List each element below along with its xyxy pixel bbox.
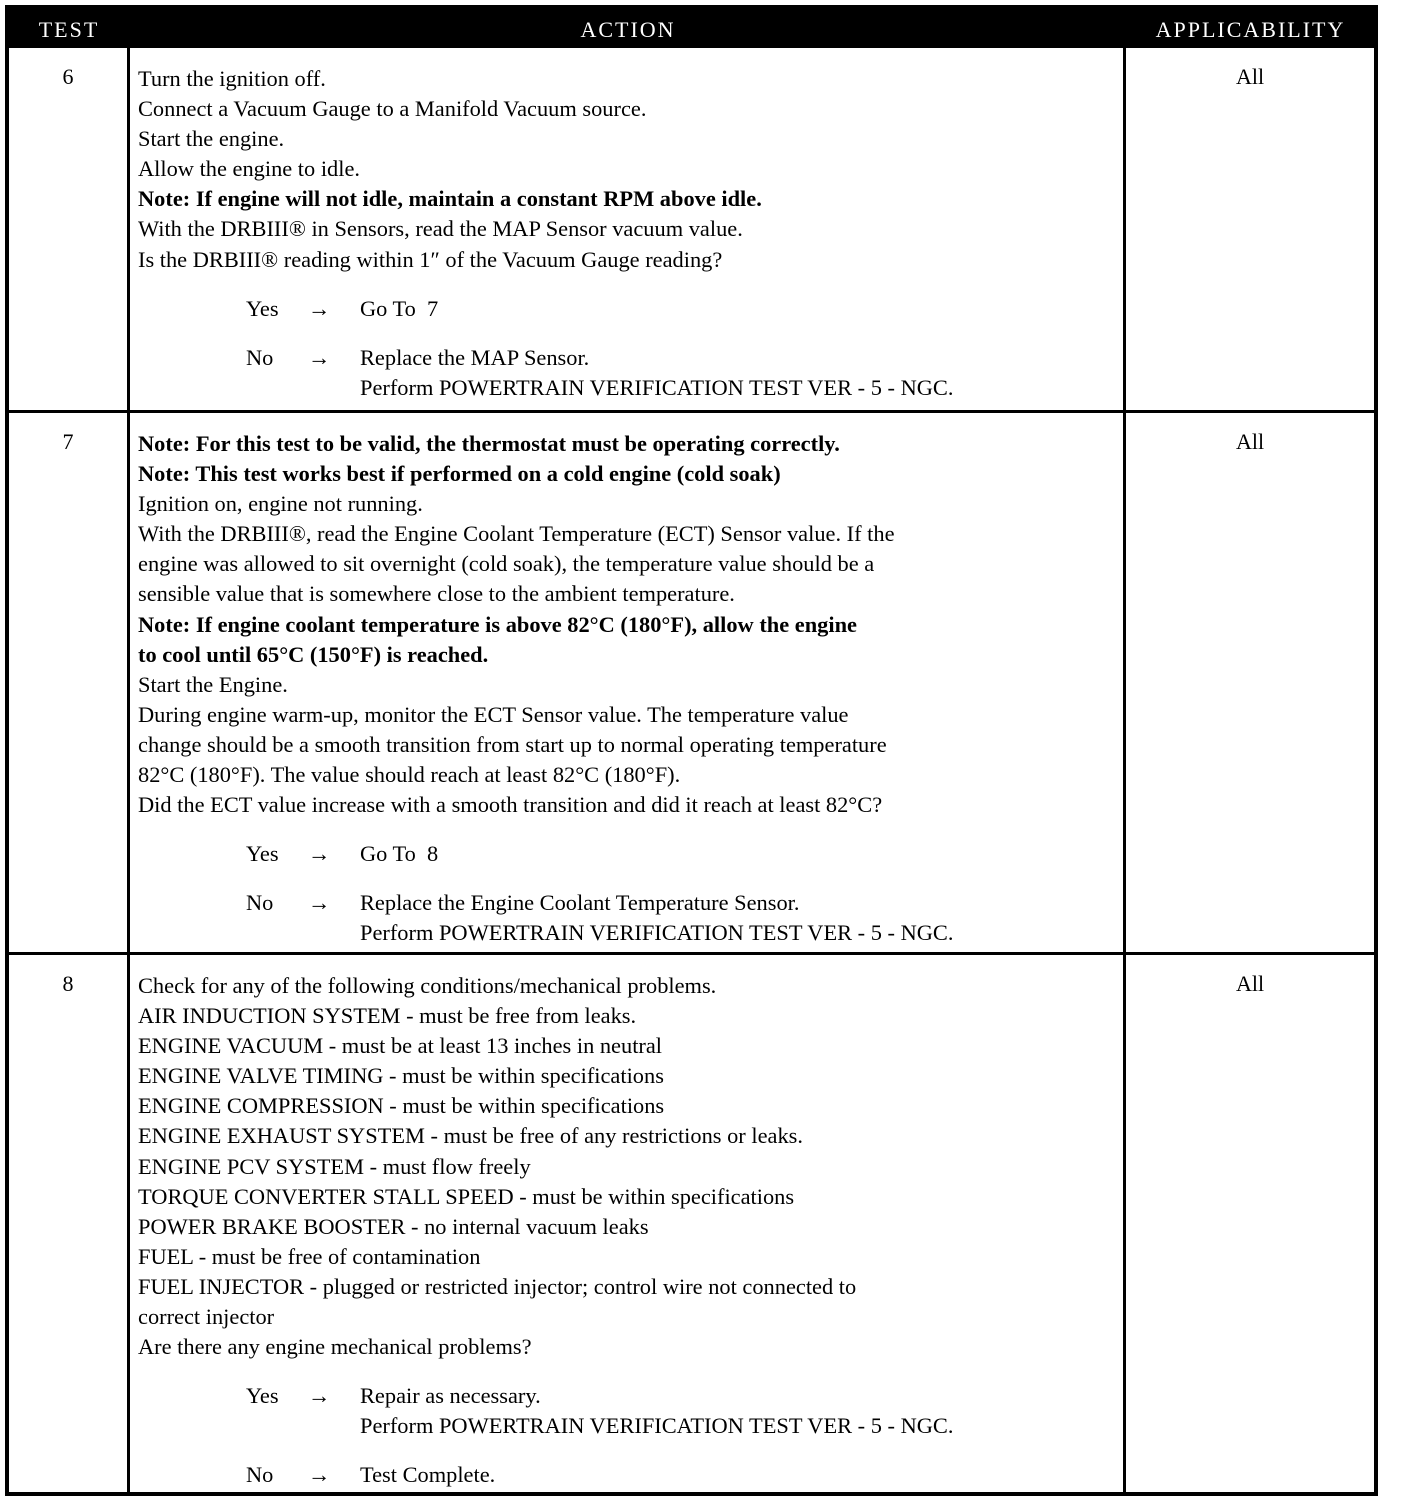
note-line: Note: If engine coolant temperature is above 82°C (180°F), allow the engine bbox=[138, 611, 857, 637]
test-row-7 bbox=[9, 410, 1374, 952]
yes-response bbox=[138, 839, 1123, 869]
check-item: correct injector bbox=[138, 1304, 275, 1330]
note-line: Note: This test works best if performed on a cold engine (cold soak) bbox=[138, 461, 781, 487]
applicability-cell: All bbox=[1123, 955, 1374, 1492]
test-number: 7 bbox=[9, 413, 130, 952]
yes-result: Perform POWERTRAIN VERIFICATION TEST VER - 5 - NGC. bbox=[360, 1413, 954, 1439]
no-label: No bbox=[246, 890, 274, 916]
yes-label: Yes bbox=[246, 841, 279, 867]
action-cell bbox=[130, 955, 1123, 1492]
arrow-icon: → bbox=[308, 841, 331, 867]
no-result: Perform POWERTRAIN VERIFICATION TEST VER - 5 - NGC. bbox=[360, 374, 954, 400]
check-item: FUEL INJECTOR - plugged or restricted injector; control wire not connected to bbox=[138, 1273, 857, 1299]
question-line: Is the DRBIII® reading within 1″ of the Vacuum Gauge reading? bbox=[138, 246, 723, 272]
action-line: change should be a smooth transition from start up to normal operating temperature bbox=[138, 731, 887, 757]
test-number: 8 bbox=[9, 955, 130, 1492]
no-response bbox=[138, 888, 1123, 918]
no-response bbox=[138, 343, 1123, 373]
note-line: Note: For this test to be valid, the thermostat must be operating correctly. bbox=[138, 431, 840, 456]
test-row-8 bbox=[9, 952, 1374, 1492]
no-label: No bbox=[246, 1462, 274, 1488]
diagnostic-table bbox=[5, 5, 1378, 1496]
no-response-cont bbox=[138, 918, 1123, 948]
no-response-cont bbox=[138, 373, 1123, 403]
question-line: Did the ECT value increase with a smooth transition and did it reach at least 82°C? bbox=[138, 792, 883, 818]
header-action: ACTION bbox=[580, 17, 676, 42]
no-response bbox=[138, 1460, 1123, 1490]
action-cell bbox=[130, 413, 1123, 952]
yes-label: Yes bbox=[246, 1383, 279, 1409]
yes-result: Go To 7 bbox=[360, 295, 439, 321]
yes-response-cont bbox=[138, 1411, 1123, 1441]
no-result: Replace the Engine Coolant Temperature Sensor. bbox=[360, 890, 800, 916]
no-result: Test Complete. bbox=[360, 1462, 496, 1488]
action-line: engine was allowed to sit overnight (cold soak), the temperature value should be a bbox=[138, 551, 875, 577]
check-item: ENGINE COMPRESSION - must be within specifications bbox=[138, 1093, 665, 1119]
applicability-cell: All bbox=[1123, 48, 1374, 410]
check-item: TORQUE CONVERTER STALL SPEED - must be within specifications bbox=[138, 1183, 795, 1209]
check-item: ENGINE VALVE TIMING - must be within specifications bbox=[138, 1063, 664, 1089]
check-item: AIR INDUCTION SYSTEM - must be free from leaks. bbox=[138, 1003, 637, 1029]
check-item: POWER BRAKE BOOSTER - no internal vacuum leaks bbox=[138, 1213, 649, 1239]
question-line: Are there any engine mechanical problems? bbox=[138, 1334, 532, 1360]
note-line: to cool until 65°C (150°F) is reached. bbox=[138, 641, 489, 667]
yes-result: Repair as necessary. bbox=[360, 1383, 541, 1409]
action-line: Start the Engine. bbox=[138, 671, 288, 697]
note-line: Note: If engine will not idle, maintain a constant RPM above idle. bbox=[138, 186, 762, 212]
check-item: ENGINE PCV SYSTEM - must flow freely bbox=[138, 1153, 531, 1179]
action-line: With the DRBIII® in Sensors, read the MAP Sensor vacuum value. bbox=[138, 216, 743, 242]
no-result: Perform POWERTRAIN VERIFICATION TEST VER - 5 - NGC. bbox=[360, 920, 954, 946]
action-line: With the DRBIII®, read the Engine Coolant Temperature (ECT) Sensor value. If the bbox=[138, 521, 895, 547]
action-line: sensible value that is somewhere close to the ambient temperature. bbox=[138, 581, 735, 607]
header-applicability: APPLICABILITY bbox=[1155, 17, 1346, 42]
action-line: 82°C (180°F). The value should reach at least 82°C (180°F). bbox=[138, 762, 681, 788]
header-test: TEST bbox=[38, 17, 100, 42]
arrow-icon: → bbox=[308, 344, 331, 370]
arrow-icon: → bbox=[308, 1462, 331, 1488]
check-item: FUEL - must be free of contamination bbox=[138, 1243, 481, 1269]
yes-result: Go To 8 bbox=[360, 841, 439, 867]
action-line: Turn the ignition off. bbox=[138, 66, 326, 91]
action-cell bbox=[130, 48, 1123, 410]
test-row-6 bbox=[9, 48, 1374, 410]
action-line: Allow the engine to idle. bbox=[138, 156, 360, 182]
applicability-cell: All bbox=[1123, 413, 1374, 952]
action-line: During engine warm-up, monitor the ECT Sensor value. The temperature value bbox=[138, 701, 849, 727]
yes-response bbox=[138, 294, 1123, 324]
action-line: Ignition on, engine not running. bbox=[138, 491, 423, 517]
arrow-icon: → bbox=[308, 890, 331, 916]
no-result: Replace the MAP Sensor. bbox=[360, 344, 590, 370]
check-item: ENGINE VACUUM - must be at least 13 inches in neutral bbox=[138, 1033, 663, 1059]
test-number: 6 bbox=[9, 48, 130, 410]
yes-response bbox=[138, 1381, 1123, 1411]
action-line: Connect a Vacuum Gauge to a Manifold Vacuum source. bbox=[138, 96, 647, 122]
action-line: Start the engine. bbox=[138, 126, 285, 152]
action-line: Check for any of the following conditions/mechanical problems. bbox=[138, 973, 717, 998]
arrow-icon: → bbox=[308, 295, 331, 321]
yes-label: Yes bbox=[246, 295, 279, 321]
arrow-icon: → bbox=[308, 1383, 331, 1409]
check-item: ENGINE EXHAUST SYSTEM - must be free of any restrictions or leaks. bbox=[138, 1123, 803, 1149]
no-label: No bbox=[246, 344, 274, 370]
table-header bbox=[9, 9, 1374, 48]
